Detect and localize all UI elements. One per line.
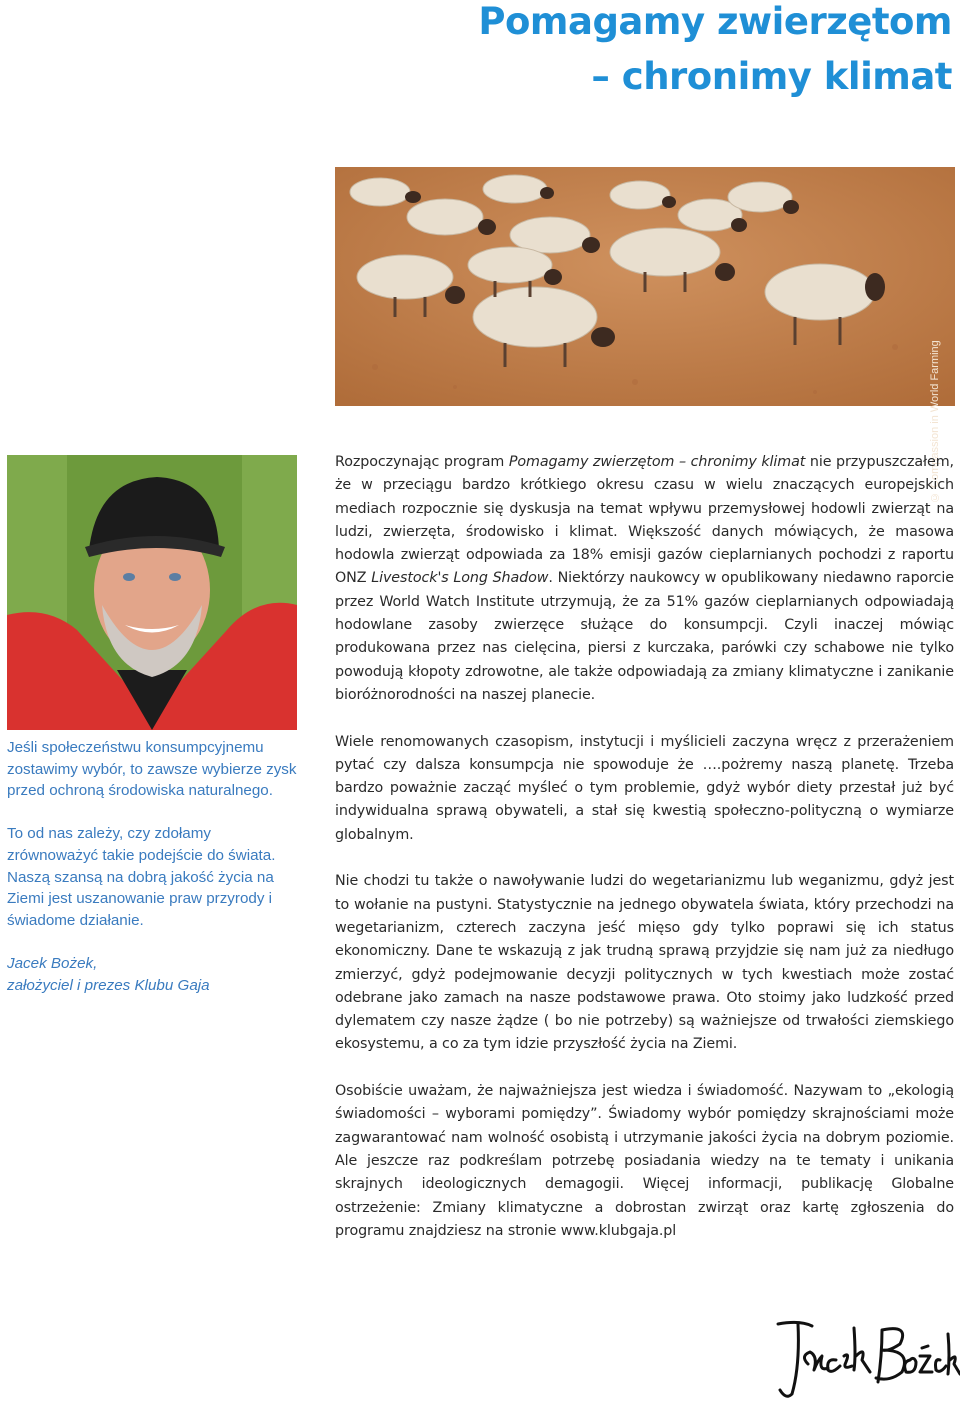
p1-text-b: nie przypuszczałem, że w przeciągu bardzo krótkiego okresu czasu w wielu znaczących europejskich mediach rozpocznie się dyskusja na temat wpływu przemysłowej hodowli zwierząt na ludzi, zwierzęta, środowisko i klimat. Większość danych mówiących, że masowa hodowla zwierząt odpowiada za 18% emisji gazów cieplarnianych pochodzi z raportu ONZ (335, 454, 954, 587)
title-line-2: – chronimy klimat (591, 55, 952, 98)
sidebar-quote-2: To od nas zależy, czy zdołamy zrównoważyć takie podejście do świata. Naszą szansą na dobrą jakość życia na Ziemi jest uszanowanie praw przyrody i świadome działanie. (7, 825, 276, 929)
p1-text-c: . Niektórzy naukowcy w opublikowany niedawno raporcie przez World Watch Institute utrzymują, że za 51% gazów cieplarnianych odpowiadają hodowlane zasoby zwierzęce służące do konsumpcji. Czyli inaczej mówiąc produkowana przez nas cielęcina, piersi z kurczaka, parówki czy schabowe nie tylko powodują kłopoty zdrowotne, ale także odpowiadają za zmiany klimatyczne i zanikanie bioróżnorodności na naszej planecie. (335, 570, 954, 703)
title-line-1: Pomagamy zwierzętom (478, 0, 952, 43)
article-paragraph-2: Wiele renomowanych czasopism, instytucji i myślicieli zaczyna wręcz z przerażeniem pytać czy dalsza konsumpcja nie spowoduje że ….pożremy naszą planetę. Trzeba bardzo poważnie zacząć myśleć o tym problemie, gdyż wybór diety przestał już być indywidualna sprawą obywateli, a stał się kwestią społeczno-polityczną o wymiarze globalnym. (335, 733, 954, 843)
article-paragraph-4: Osobiście uważam, że najważniejsza jest wiedza i świadomość. Nazywam to „ekologią świadomości – wyborami pomiędzy”. Świadomy wybór pomiędzy skrajnościami może zagwarantować nam wolność osobistą i utrzymanie jakości życia na dobrym poziomie. Ale jeszcze raz podkreślam potrzebę posiadania wiedzy na te tematy i unikania skrajnych ideologicznych demagogii. Więcej informacji, publikację Globalne ostrzeżenie: Zmiany klimatyczne a dobrostan zwirząt oraz kartę zgłoszenia do programu znajdziesz na stronie www.klubgaja.pl (335, 1083, 954, 1239)
article-body (335, 451, 954, 1266)
article-paragraph-3: Nie chodzi tu także o nawoływanie ludzi do wegetarianizmu lub weganizmu, gdyż jest to wołanie na pustyni. Statystycznie na jednego obywatela świata, który przechodzi na wegetarianizm, czterech zaczyna jeść mięso gdy tylko poprawi się ich status ekonomiczny. Dane te wskazują z jak trudną sprawą przyjdzie się nam już za niedługo zmierzyć, gdyż podejmowanie decyzji politycznych w tych kwestiach może zostać odebrane jako zamach na nasze podstawowe prawa. Oto stoimy jako ludzkość przed dylematem czy nasze żądze ( bo nie potrzeby) są ważniejsze od trwałości ziemskiego ekosystemu, a co za tym idzie przyszłość życia na Ziemi. (335, 873, 954, 1053)
author-portrait-photo (7, 455, 297, 730)
page-title (478, 0, 952, 104)
sidebar-author (7, 953, 299, 996)
article-paragraph-1 (335, 451, 954, 707)
p1-text-a: Rozpoczynając program (335, 454, 509, 470)
sidebar-quote-1: Jeśli społeczeństwu konsumpcyjnemu zostawimy wybór, to zawsze wybierze zysk przed ochroną środowiska naturalnego. (7, 739, 297, 800)
photo-credit: © Compassion in World Farming (929, 340, 941, 503)
author-signature (770, 1316, 960, 1402)
sidebar-quote (7, 737, 299, 1018)
program-name: Pomagamy zwierzętom – chronimy klimat (508, 454, 806, 470)
report-name: Livestock's Long Shadow (371, 570, 549, 587)
author-name: Jacek Bożek, (7, 954, 98, 972)
author-role: założyciel i prezes Klubu Gaja (7, 976, 210, 994)
